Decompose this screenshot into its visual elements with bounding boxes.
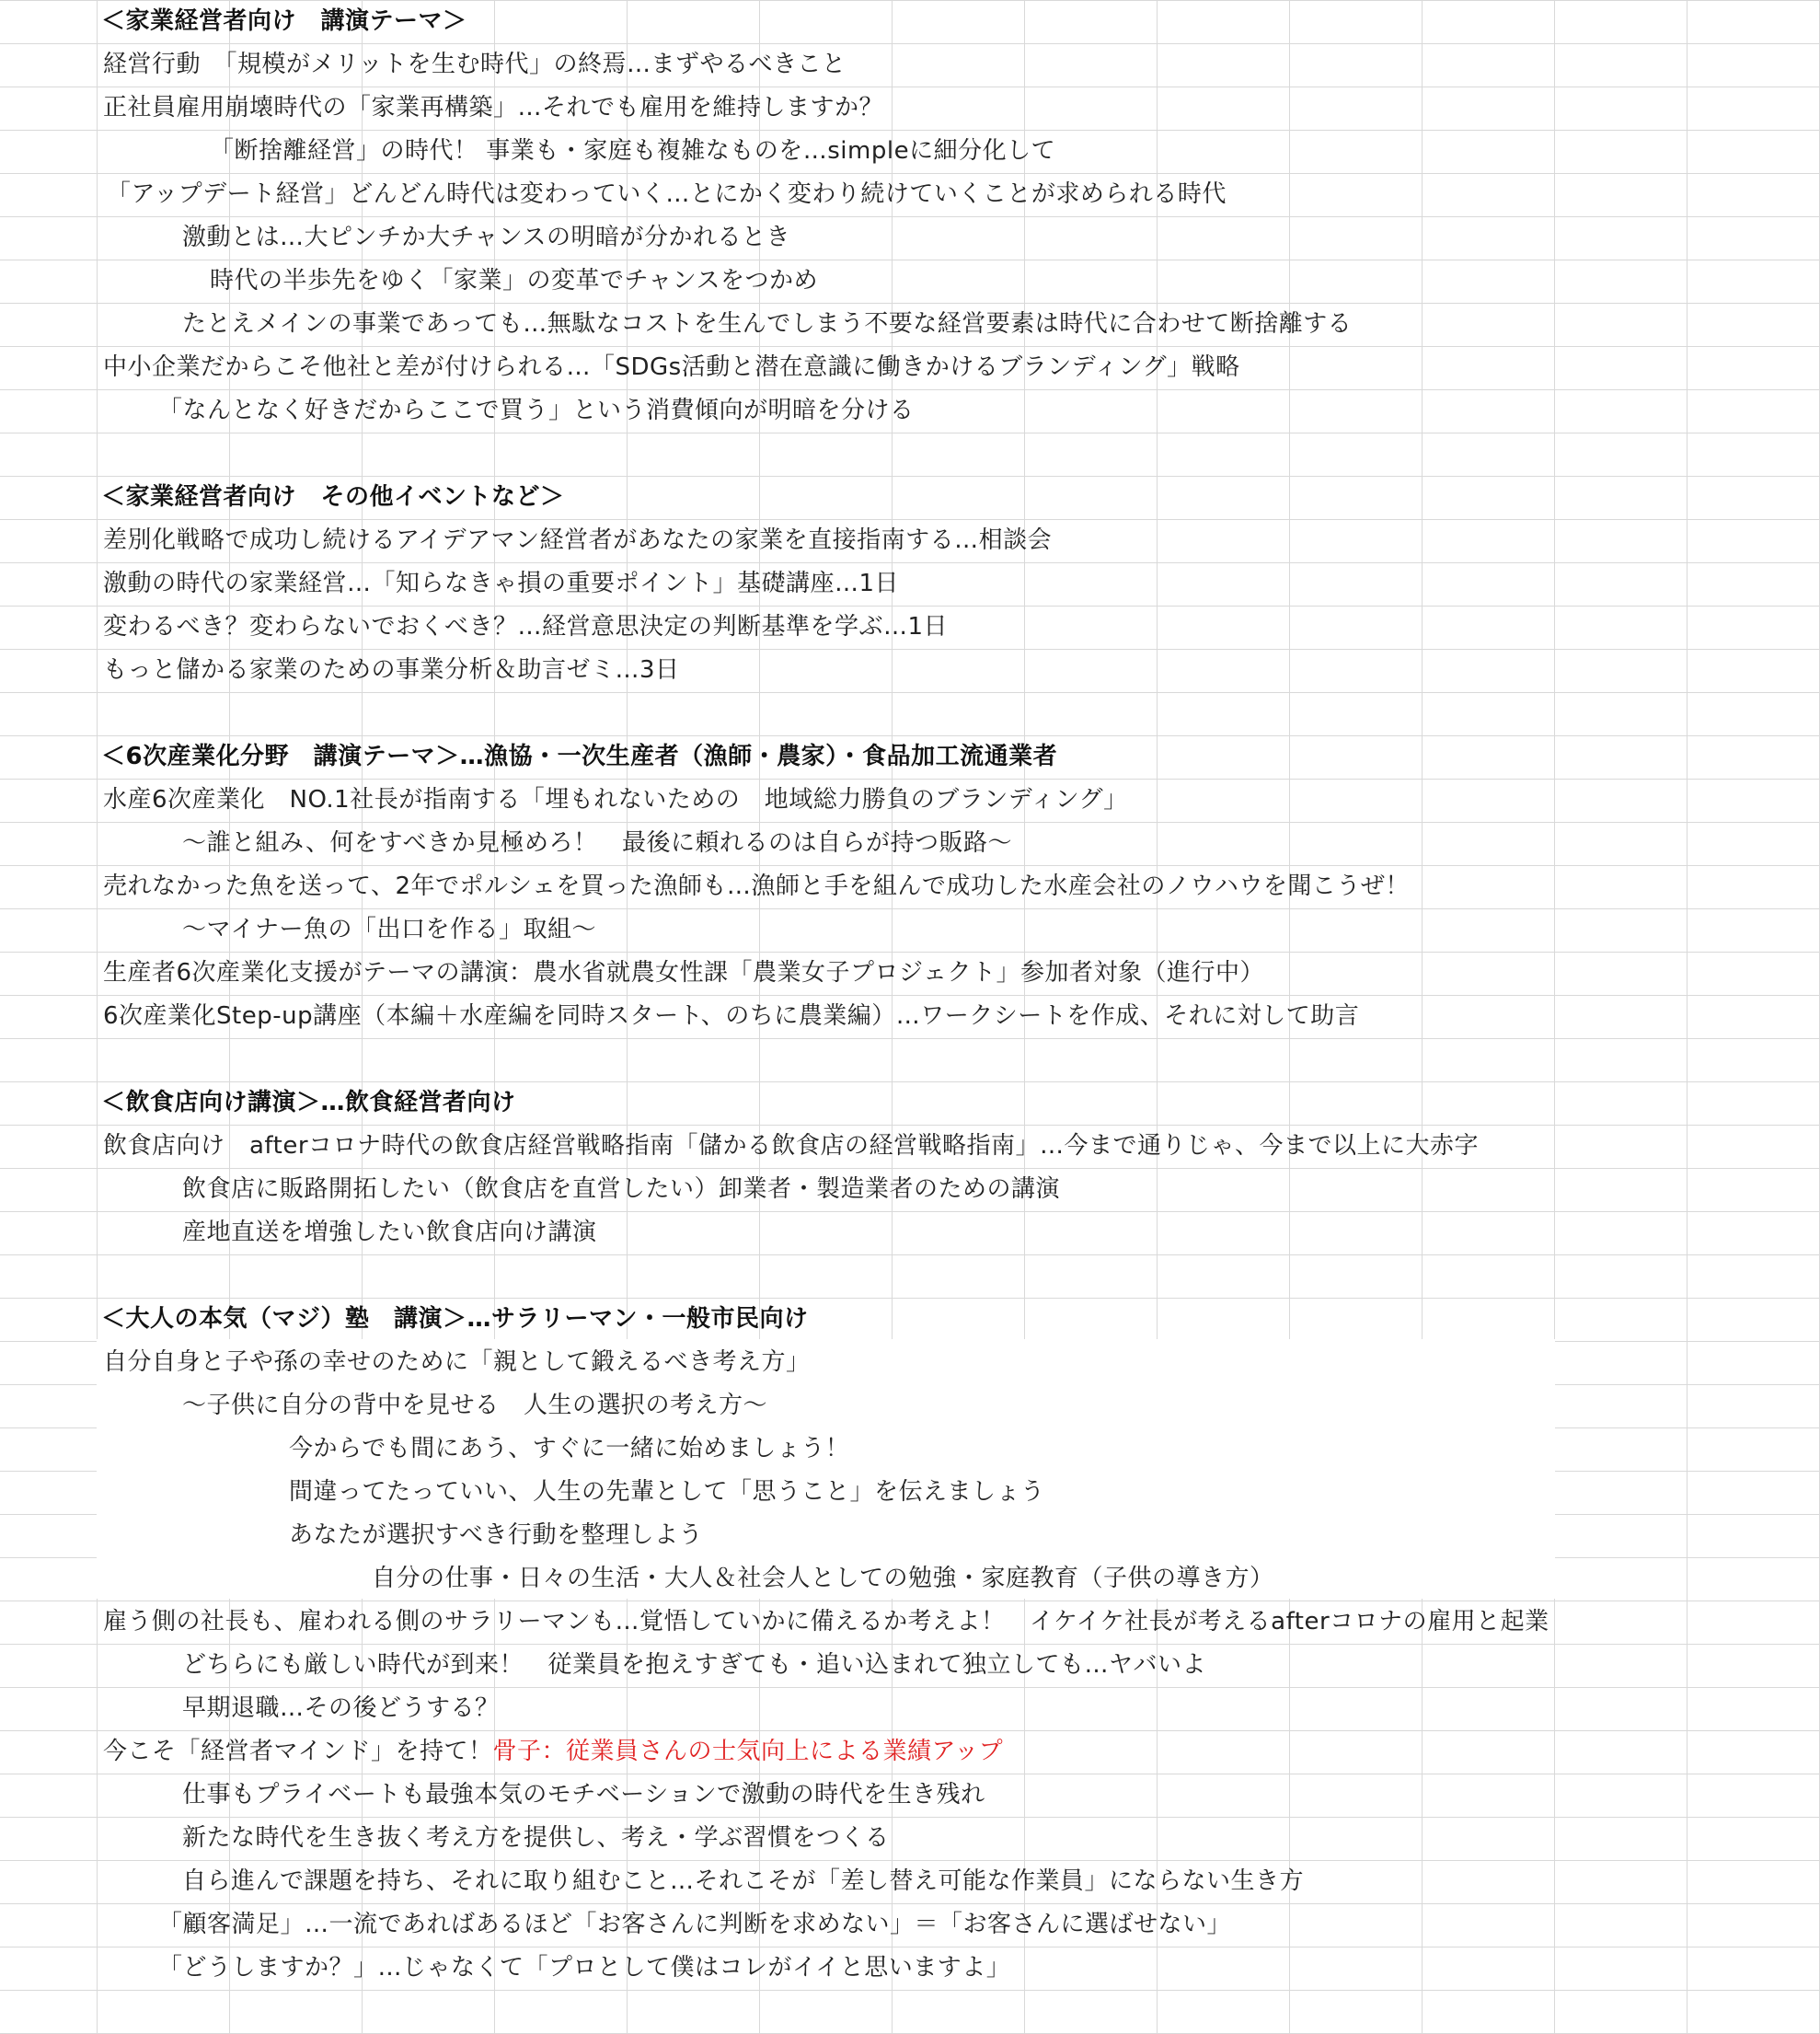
cell-text-content: 自ら進んで課題を持ち、それに取り組むこと…それこそが「差し替え可能な作業員」にならない生き方 <box>182 1867 1305 1895</box>
cell-text[interactable] <box>0 779 1128 822</box>
cell-text[interactable] <box>0 1557 1274 1601</box>
cell-text[interactable] <box>0 43 846 87</box>
cell-text[interactable] <box>0 562 899 606</box>
section-heading[interactable] <box>0 476 565 519</box>
cell-text[interactable] <box>0 1254 103 1298</box>
cell-text[interactable] <box>0 995 1359 1038</box>
cell-text[interactable] <box>0 908 596 952</box>
cell-text[interactable] <box>0 1774 985 1817</box>
section-heading[interactable] <box>0 735 1057 779</box>
cell-text-content: 〜子供に自分の背中を見せる 人生の選択の考え方〜 <box>182 1392 768 1419</box>
cell-text[interactable] <box>0 1384 767 1427</box>
cell-text-content: 今からでも間にあう、すぐに一緒に始めましょう！ <box>289 1435 850 1462</box>
cell-text-content: 飲食店向け afterコロナ時代の飲食店経営戦略指南「儲かる飲食店の経営戦略指南」…今まで通りじゃ、今まで以上に大赤字 <box>103 1132 1480 1160</box>
cell-text[interactable] <box>0 1601 1549 1644</box>
cell-text-content: 激動とは…大ピンチか大チャンスの明暗が分かれるとき <box>182 224 790 251</box>
cell-text[interactable] <box>0 1644 1206 1687</box>
cell-text-content: 「断捨離経営」の時代！ 事業も・家庭も複雑なものを…simpleに細分化して <box>210 137 1056 165</box>
section-heading[interactable] <box>0 1298 809 1341</box>
cell-text-content: 「アップデート経営」どんどん時代は変わっていく…とにかく変わり続けていくことが求められる時代 <box>107 180 1227 208</box>
cell-text-content: 6次産業化Step-up講座（本編＋水産編を同時スタート、のちに農業編）…ワークシートを作成、それに対して助言 <box>103 1002 1360 1030</box>
cell-text-content: 飲食店に販路開拓したい（飲食店を直営したい）卸業者・製造業者のための講演 <box>182 1175 1061 1203</box>
cell-text[interactable] <box>0 649 680 692</box>
cell-text-content: もっと儲かる家業のための事業分析＆助言ゼミ…3日 <box>103 656 680 684</box>
cell-text-content: 新たな時代を生き抜く考え方を提供し、考え・学ぶ習慣をつくる <box>182 1824 890 1852</box>
cell-text-content: 正社員雇用崩壊時代の「家業再構築」…それでも雇用を維持しますか？ <box>103 94 884 121</box>
cell-text-content: 差別化戦略で成功し続けるアイデアマン経営者があなたの家業を直接指南する…相談会 <box>103 526 1053 554</box>
cell-text[interactable] <box>0 87 883 130</box>
cell-text-content: 雇う側の社長も、雇われる側のサラリーマンも…覚悟していかに備えるか考えよ！ イケイケ社長が考えるafterコロナの雇用と起業 <box>103 1608 1549 1635</box>
cell-text-content: 仕事もプライベートも最強本気のモチベーションで激動の時代を生き残れ <box>182 1781 985 1809</box>
cell-text-content: 経営行動 「規模がメリットを生む時代」の終焉…まずやるべきこと <box>103 51 847 78</box>
cell-text[interactable] <box>0 260 818 303</box>
cell-text-content: たとえメインの事業であっても…無駄なコストを生んでしまう不要な経営要素は時代に合わせて断捨離する <box>182 310 1353 338</box>
cell-text-content: どちらにも厳しい時代が到来！ 従業員を抱えすぎても・追い込まれて独立しても…ヤバいよ <box>182 1651 1207 1679</box>
cell-text-content: 今こそ「経営者マインド」を持て！ <box>103 1738 493 1765</box>
cell-text-content: 「顧客満足」…一流であればあるほど「お客さんに判断を求めない」＝「お客さんに選ばせない」 <box>158 1911 1232 1938</box>
cell-text[interactable] <box>0 519 1052 562</box>
cell-text-content: ＜大人の本気（マジ）塾 講演＞…サラリーマン・一般市民向け <box>101 1305 809 1333</box>
cell-text[interactable] <box>0 606 948 649</box>
cell-text-content: 変わるべき？変わらないでおくべき？…経営意思決定の判断基準を学ぶ…1日 <box>103 613 949 641</box>
cell-text-content: 自分自身と子や孫の幸せのために「親として鍛えるべき考え方」 <box>103 1348 811 1376</box>
cell-text-content: 〜誰と組み、何をすべきか見極めろ！ 最後に頼れるのは自らが持つ販路〜 <box>182 829 1013 857</box>
cell-text-content: ＜飲食店向け講演＞…飲食経営者向け <box>101 1089 516 1116</box>
cell-text-content: 時代の半歩先をゆく「家業」の変革でチャンスをつかめ <box>210 267 818 295</box>
cell-text[interactable] <box>0 1427 849 1471</box>
cell-text-content: 「どうしますか？」…じゃなくて「プロとして僕はコレがイイと思いますよ」 <box>158 1954 1011 1982</box>
cell-text[interactable] <box>0 1903 1231 1947</box>
cell-text[interactable] <box>0 433 103 476</box>
cell-text-content: 水産6次産業化 NO.1社長が指南する「埋もれないための 地域総力勝負のブランディング」 <box>103 786 1128 814</box>
cell-text-content: 生産者6次産業化支援がテーマの講演：農水省就農女性課「農業女子プロジェクト」参加者対象（進行中） <box>103 959 1265 987</box>
cell-text[interactable] <box>0 692 103 735</box>
cell-text-content: ＜家業経営者向け その他イベントなど＞ <box>101 483 565 511</box>
cell-text[interactable] <box>0 1168 1060 1211</box>
section-heading[interactable] <box>0 0 467 43</box>
cell-text-content: 自分の仕事・日々の生活・大人＆社会人としての勉強・家庭教育（子供の導き方） <box>372 1565 1274 1592</box>
cell-text[interactable] <box>0 1471 1045 1514</box>
cell-text-content: 間違ってたっていい、人生の先輩として「思うこと」を伝えましょう <box>289 1478 1045 1506</box>
cell-text[interactable] <box>0 1514 703 1557</box>
cell-text[interactable] <box>0 216 790 260</box>
cell-text[interactable] <box>0 1730 1003 1774</box>
cell-text-content: 〜マイナー魚の「出口を作る」取組〜 <box>182 916 596 943</box>
highlight-text: 骨子：従業員さんの士気向上による業績アップ <box>492 1738 1004 1765</box>
cell-text[interactable] <box>0 822 1012 865</box>
cell-text[interactable] <box>0 865 1410 908</box>
cell-text[interactable] <box>0 952 1264 995</box>
cell-text-content: 産地直送を増強したい飲食店向け講演 <box>182 1219 597 1246</box>
cell-text[interactable] <box>0 130 1055 173</box>
cell-text[interactable] <box>0 1341 811 1384</box>
cell-text-content: ＜6次産業化分野 講演テーマ＞…漁協・一次生産者（漁師・農家）・食品加工流通業者 <box>101 743 1058 770</box>
cell-text[interactable] <box>0 1687 500 1730</box>
cell-text[interactable] <box>0 1038 103 1081</box>
cell-text-content: あなたが選択すべき行動を整理しよう <box>289 1521 703 1549</box>
cell-text[interactable] <box>0 1125 1479 1168</box>
cell-text[interactable] <box>0 389 915 433</box>
cell-text-content: 早期退職…その後どうする？ <box>182 1694 500 1722</box>
cell-text-content: 「なんとなく好きだからここで買う」という消費傾向が明暗を分ける <box>158 397 915 424</box>
cell-text-content: 売れなかった魚を送って、2年でポルシェを買った漁師も…漁師と手を組んで成功した水産会社のノウハウを聞こうぜ！ <box>103 873 1410 900</box>
section-heading[interactable] <box>0 1081 516 1125</box>
cell-text[interactable] <box>0 1947 1010 1990</box>
cell-text[interactable] <box>0 303 1352 346</box>
cell-text[interactable] <box>0 1817 890 1860</box>
cell-text-content: 中小企業だからこそ他社と差が付けられる…「SDGs活動と潜在意識に働きかけるブランディング」戦略 <box>103 353 1240 381</box>
cell-text[interactable] <box>0 346 1240 389</box>
cell-text[interactable] <box>0 173 1227 216</box>
cell-text-content: ＜家業経営者向け 講演テーマ＞ <box>101 7 467 35</box>
cell-text[interactable] <box>0 1860 1304 1903</box>
cell-text[interactable] <box>0 1211 597 1254</box>
cell-text-content: 激動の時代の家業経営…「知らなきゃ損の重要ポイント」基礎講座…1日 <box>103 570 900 597</box>
